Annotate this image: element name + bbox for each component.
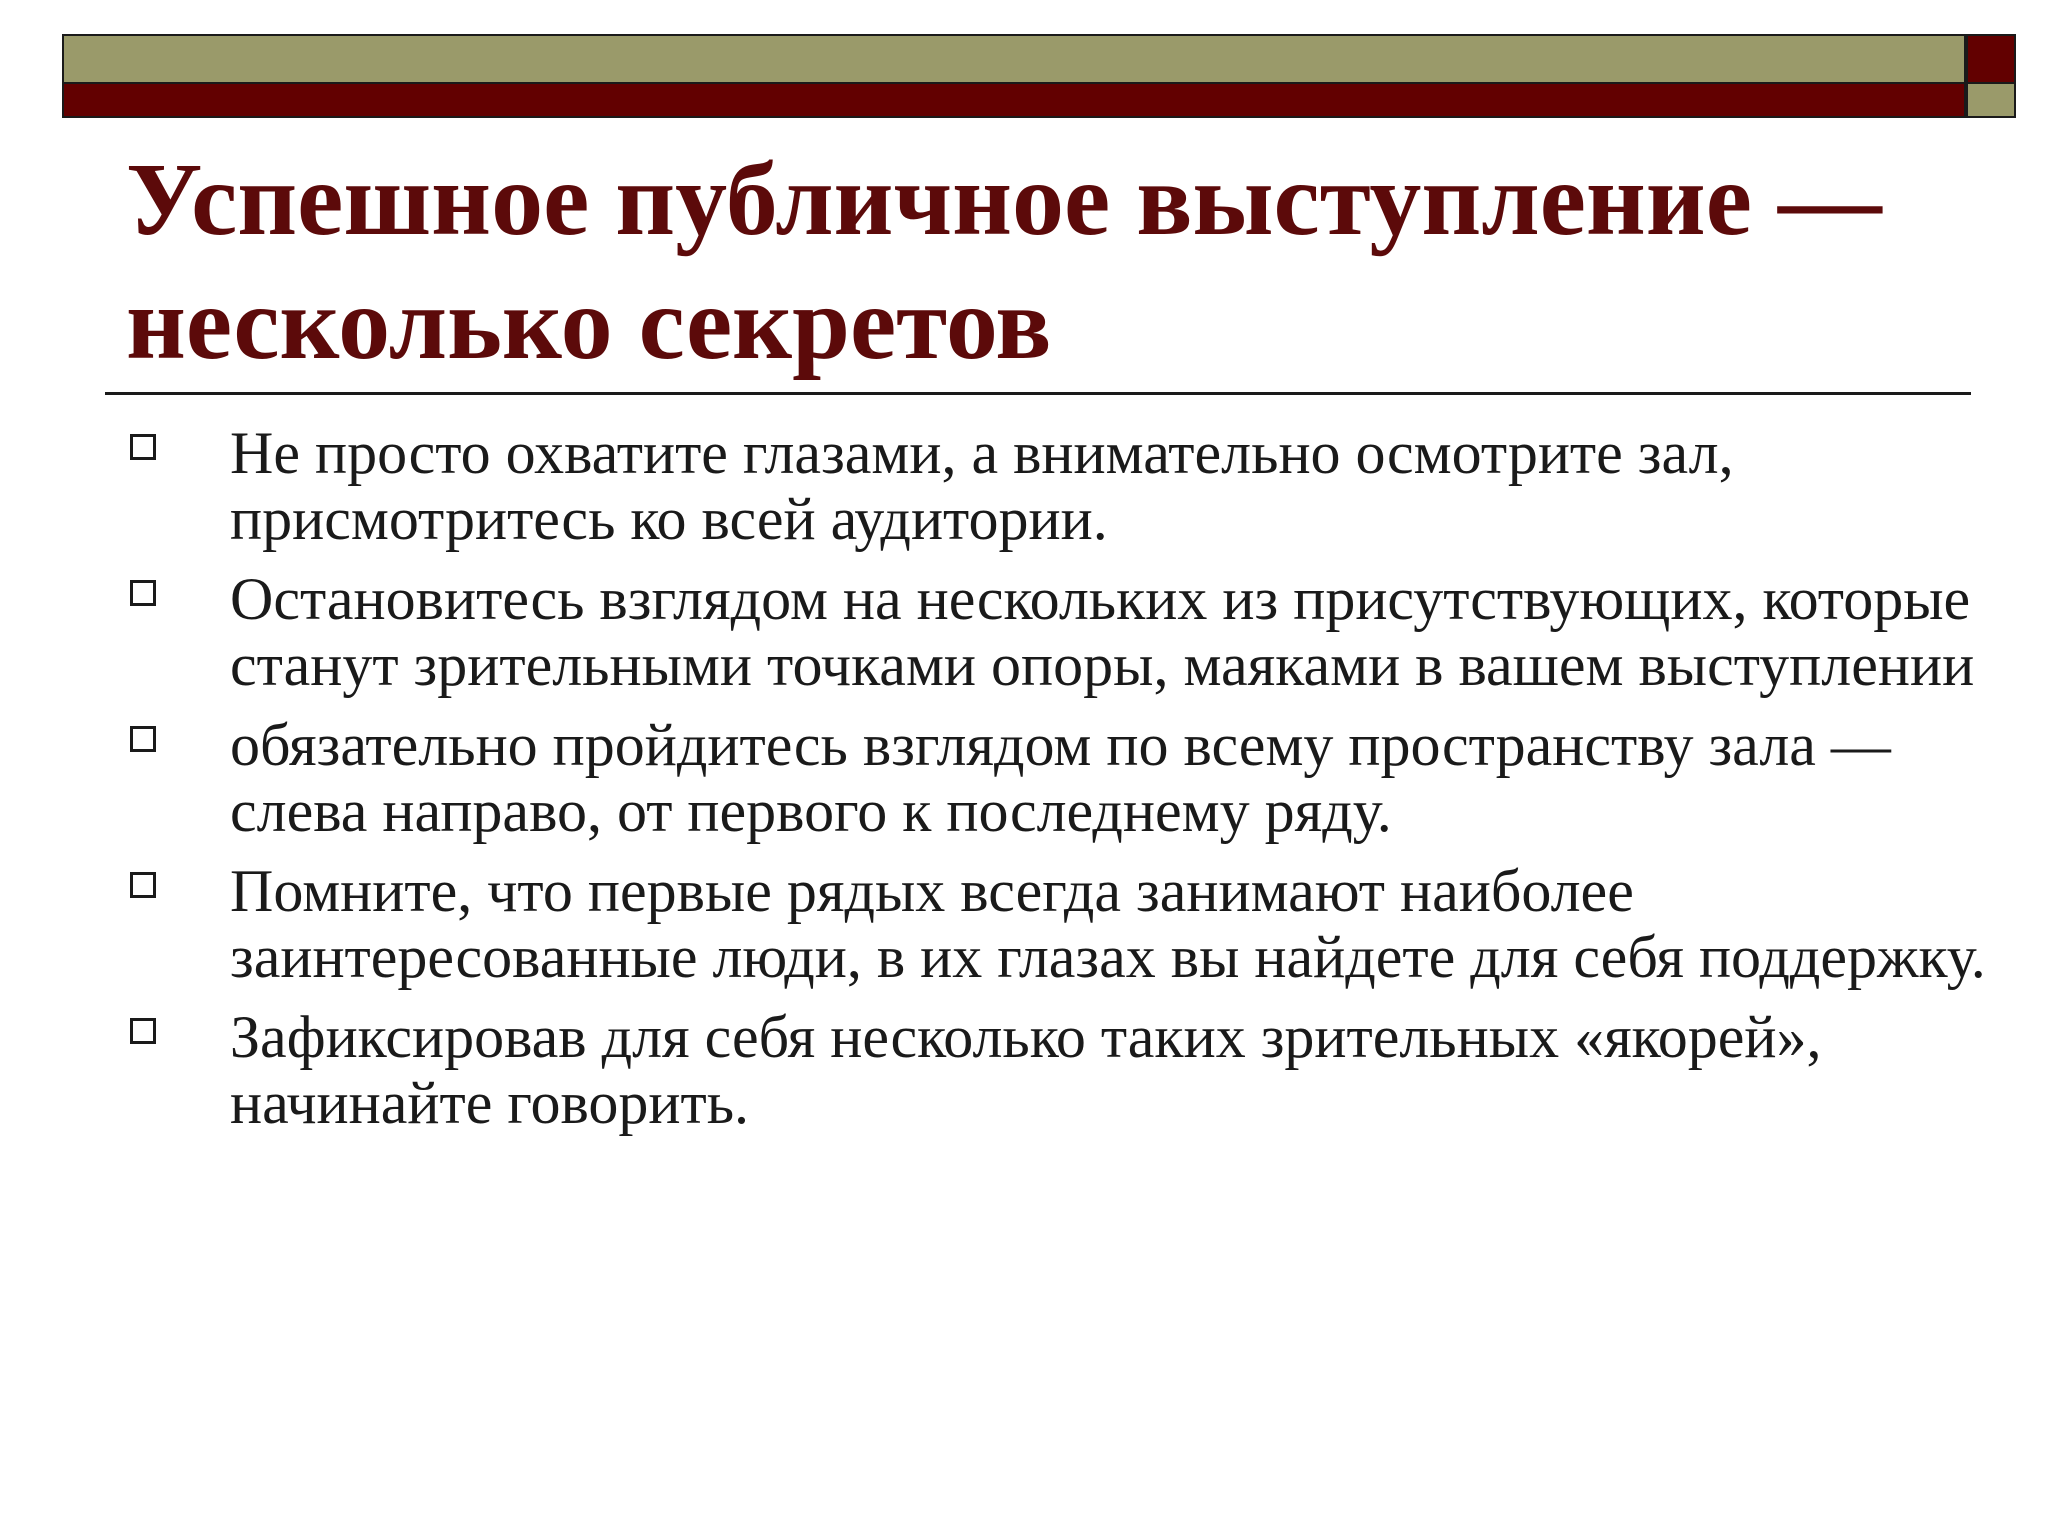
bullet-item	[0, 858, 2048, 990]
square-bullet-icon	[130, 580, 156, 606]
bullet-text: Не просто охватите глазами, а внимательно осмотрите зал, присмотритесь ко всей аудитории.	[230, 420, 1734, 552]
bullet-item	[0, 712, 2048, 844]
bullet-item	[0, 1004, 2048, 1136]
bullet-item	[0, 420, 2048, 552]
square-bullet-icon	[130, 872, 156, 898]
bullet-text: Остановитесь взглядом на нескольких из присутствующих, которые станут зрительными точками опоры, маяками в вашем выступлении	[230, 566, 1975, 698]
bullet-text: Зафиксировав для себя несколько таких зрительных «якорей», начинайте говорить.	[230, 1004, 1822, 1136]
bullet-text: обязательно пройдитесь взглядом по всему пространству зала — слева направо, от первого к последнему ряду.	[230, 712, 1891, 844]
header-band-dark-red	[62, 84, 1966, 118]
square-bullet-icon	[130, 1018, 156, 1044]
bullet-item	[0, 566, 2048, 698]
slide-title: Успешное публичное выступление — несколько секретов	[126, 142, 1882, 381]
title-divider	[105, 392, 1971, 395]
square-bullet-icon	[130, 726, 156, 752]
bullet-list	[0, 420, 2048, 1150]
header-band-olive	[62, 34, 1966, 84]
header-corner-square-red	[1966, 34, 2016, 84]
square-bullet-icon	[130, 434, 156, 460]
bullet-text: Помните, что первые рядых всегда занимают наиболее заинтересованные люди, в их глазах вы найдете для себя поддержку.	[230, 858, 1986, 990]
header-corner-square-olive	[1966, 84, 2016, 118]
